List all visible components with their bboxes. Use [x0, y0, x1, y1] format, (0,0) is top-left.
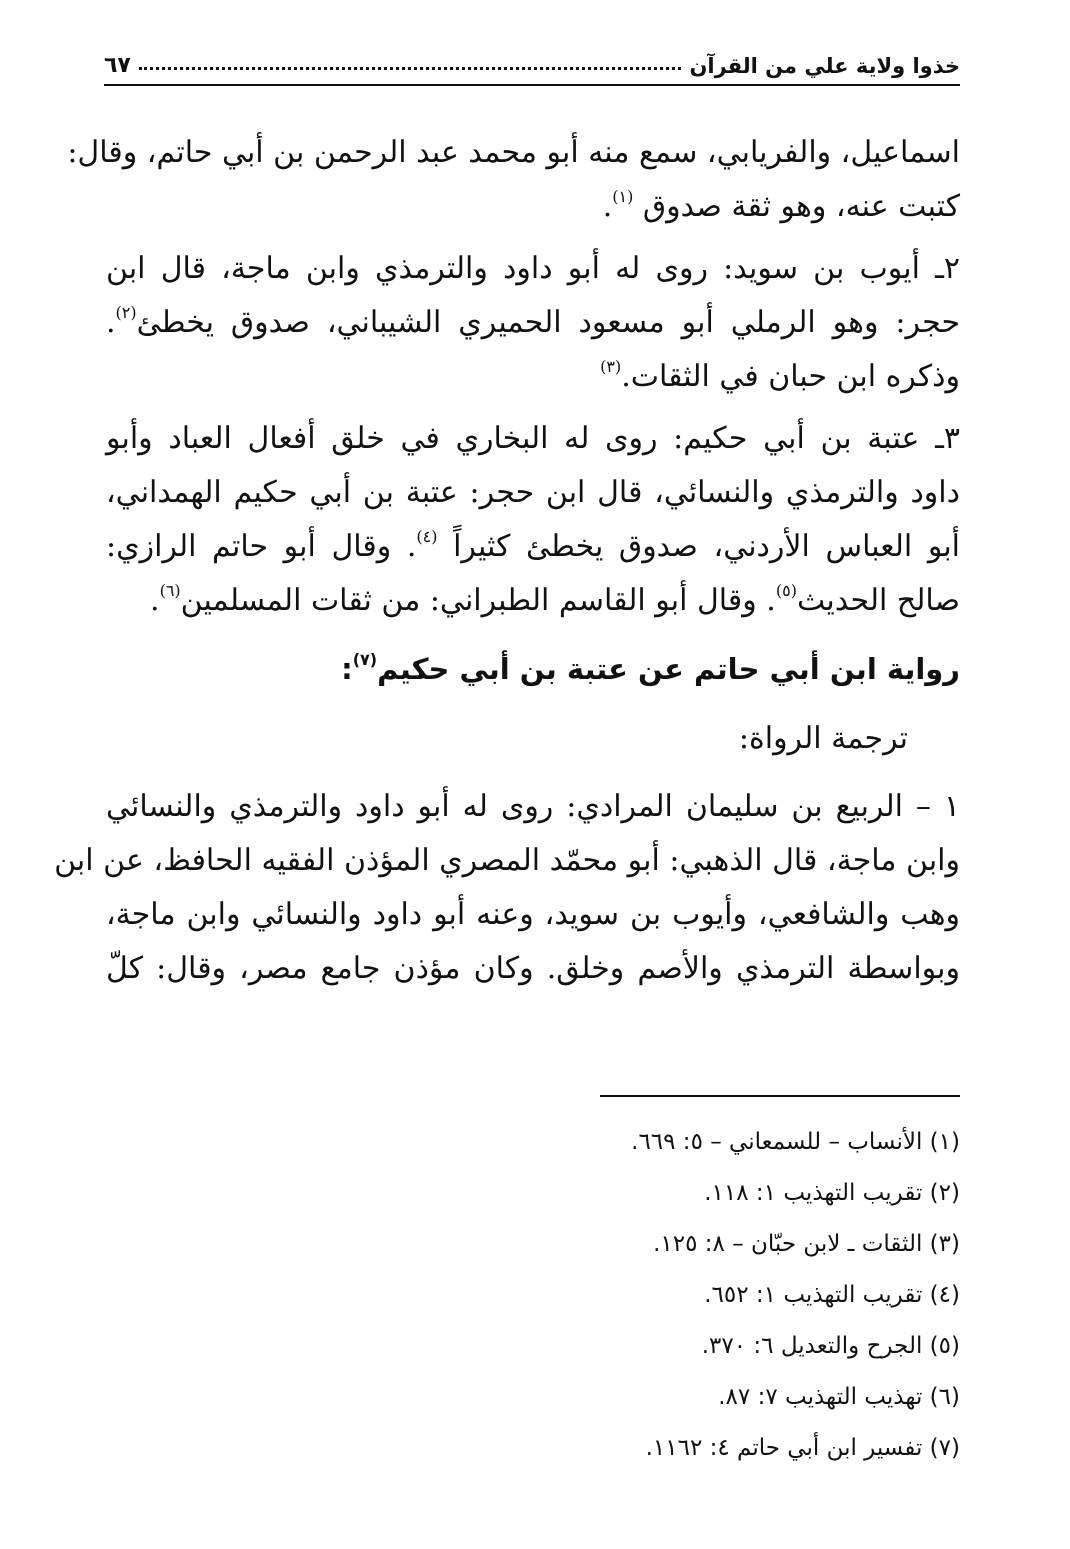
footnotes	[106, 1117, 960, 1474]
text-line: أبو العباس الأردني، صدوق يخطئ كثيراً $^{(٤)}$. وقال أبو حاتم الرازي:	[106, 527, 961, 564]
text-line: وبواسطة الترمذي والأصم وخلق. وكان مؤذن جامع مصر، وقال: كلّ	[106, 951, 960, 986]
running-title: خذوا ولاية علي من القرآن	[689, 54, 960, 78]
footnote-marker: (٢)	[115, 303, 137, 322]
text-line: وهب والشافعي، وأيوب بن سويد، وعنه أبو داود والنسائي وابن ماجة،	[106, 897, 960, 932]
text-line: حجر: وهو الرملي أبو مسعود الحميري الشيباني، صدوق يخطئ$^{(٢)}$.	[106, 303, 960, 340]
footnote: (٧) تفسير ابن أبي حاتم ٤: ١١٦٢.	[645, 1435, 960, 1461]
main-text	[54, 126, 961, 996]
footnote-marker: (٥)	[775, 581, 797, 600]
footnote: (٣) الثقات ـ لابن حبّان – ٨: ١٢٥.	[653, 1231, 960, 1257]
text-line: صالح الحديث$^{(٥)}$. وقال أبو القاسم الطبراني: من ثقات المسلمين$^{(٦)}$.	[150, 581, 960, 618]
subheading: ترجمة الرواة:	[738, 721, 908, 756]
text-line: كتبت عنه، وهو ثقة صدوق $^{(١)}$.	[602, 187, 960, 224]
footnote: (٤) تقريب التهذيب ١: ٦٥٢.	[704, 1282, 960, 1308]
text-line: وذكره ابن حبان في الثقات.$^{(٣)}$	[600, 357, 960, 394]
footnote: (٦) تهذيب التهذيب ٧: ٨٧.	[718, 1384, 960, 1410]
text-line: ٣ـ عتبة بن أبي حكيم: روى له البخاري في خلق أفعال العباد وأبو	[106, 421, 960, 456]
text-line: ١ – الربيع بن سليمان المرادي: روى له أبو داود والترمذي والنسائي	[106, 789, 960, 824]
page-number: ٦٧	[104, 53, 131, 78]
text-line: ٢ـ أيوب بن سويد: روى له أبو داود والترمذي وابن ماجة، قال ابن	[106, 251, 960, 286]
text-line: اسماعيل، والفريابي، سمع منه أبو محمد عبد الرحمن بن أبي حاتم، وقال:	[67, 135, 960, 170]
running-header	[104, 38, 960, 86]
text-line: وابن ماجة، قال الذهبي: أبو محمّد المصري المؤذن الفقيه الحافظ، عن ابن	[54, 843, 960, 878]
footnote-separator	[600, 1095, 960, 1097]
footnote: (٥) الجرح والتعديل ٦: ٣٧٠.	[701, 1333, 960, 1359]
footnote-marker: (٧)	[352, 650, 378, 669]
footnote-marker: (٤)	[416, 527, 438, 546]
dotted-leader	[139, 67, 682, 70]
footnote: (١) الأنساب – للسمعاني – ٥: ٦٦٩.	[631, 1129, 960, 1155]
section-heading: رواية ابن أبي حاتم عن عتبة بن أبي حكيم$^{(٧)}$:	[341, 650, 960, 686]
footnote-marker: (٦)	[159, 581, 181, 600]
footnote-marker: (٣)	[600, 357, 622, 376]
footnote-marker: (١)	[612, 187, 634, 206]
footnote: (٢) تقريب التهذيب ١: ١١٨.	[704, 1180, 960, 1206]
text-line: داود والترمذي والنسائي، قال ابن حجر: عتبة بن أبي حكيم الهمداني،	[106, 475, 960, 510]
